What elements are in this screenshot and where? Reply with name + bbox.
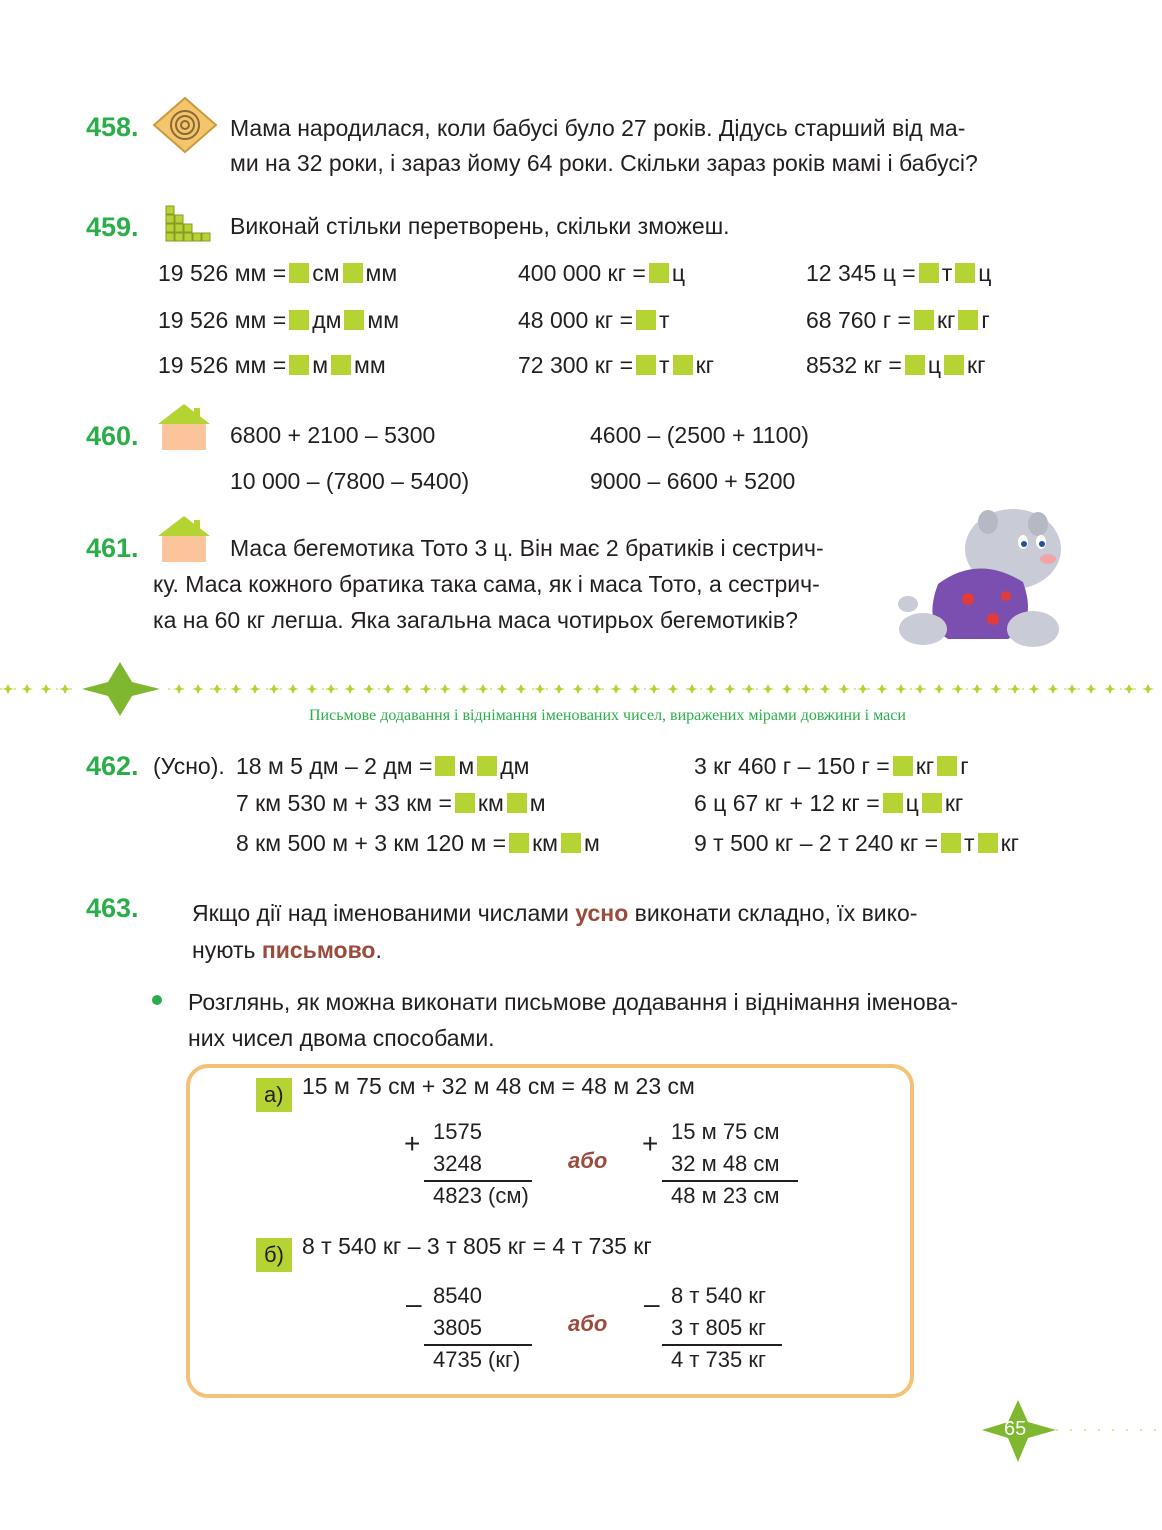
star-icon [724,684,736,694]
star-icon [173,684,185,694]
task-462-a2: 7 км 530 м + 33 км = км м [236,790,546,816]
task-number-460: 460. [86,421,139,451]
example-a-label: а) [256,1078,292,1112]
task-458-line1: Мама народилася, коли бабусі було 27 років. Дідусь старший від ма- [230,115,966,141]
star-icon [21,684,33,694]
or-label: або [568,1311,608,1336]
task-461-line1: Маса бегемотика Тото 3 ц. Він має 2 братиків і сестрич- [230,535,824,561]
task-462-b3: 9 т 500 кг – 2 т 240 кг = т кг [694,830,1020,856]
star-icon [534,684,546,694]
star-icon [895,684,907,694]
or-label: або [568,1148,608,1173]
star-icon [762,684,774,694]
task-463-bullet-line1: Розглянь, як можна виконати письмове додавання і віднімання іменова- [188,989,959,1015]
star-icon [1009,684,1021,694]
star-icon [819,684,831,694]
star-icon [325,684,337,694]
star-icon [344,684,356,694]
star-icon [477,684,489,694]
star-icon [382,684,394,694]
minus-sign: – [644,1288,660,1319]
task-463-bullet-line2: них чисел двома способами. [188,1025,495,1051]
example-a-column-left: 1575 3248 4823 (см) [433,1119,529,1208]
star-icon [572,684,584,694]
example-a-equation: 15 м 75 см + 32 м 48 см = 48 м 23 см [302,1073,695,1099]
task-461-line3: ка на 60 кг легша. Яка загальна маса чотирьох бегемотиків? [153,607,798,633]
star-icon [363,684,375,694]
conversion-row-1-col-1: 19 526 мм = см мм [158,260,398,286]
task-458-line2: ми на 32 роки, і зараз йому 64 роки. Скільки зараз років мамі і бабусі? [230,150,978,176]
conversion-row-3-col-2: 72 300 кг = т кг [518,352,715,378]
star-icon [876,684,888,694]
expression-460-1: 6800 + 2100 – 5300 [230,422,436,448]
house-icon [156,402,212,452]
example-frame [186,1064,914,1398]
task-459-intro: Виконай стільки перетворень, скільки зможеш. [230,213,730,239]
labyrinth-icon [152,96,218,154]
example-b-label: б) [256,1238,292,1272]
plus-sign: + [642,1128,659,1159]
task-462-a3: 8 км 500 м + 3 км 120 м = км м [236,830,600,856]
section-title: Письмове додавання і віднімання іменованих чисел, виражених мірами довжини і маси [309,707,906,724]
hippo-illustration [898,504,1068,654]
star-icon [40,684,52,694]
star-icon [306,684,318,694]
example-b-column-left: 8540 3805 4735 (кг) [433,1283,521,1372]
task-number-463: 463. [86,893,139,923]
star-icon [1104,684,1116,694]
conversion-row-1-col-2: 400 000 кг = ц [518,260,685,286]
conversion-row-3-col-3: 8532 кг = ц кг [806,352,986,378]
example-a-column-right: 15 м 75 см 32 м 48 см 48 м 23 см [671,1119,780,1208]
star-icon [230,684,242,694]
sum-line [424,1180,532,1182]
star-icon [629,684,641,694]
star-icon [553,684,565,694]
conversion-row-2-col-1: 19 526 мм = дм мм [158,307,400,333]
star-icon [420,684,432,694]
task-number-461: 461. [86,533,139,563]
difference-line [424,1344,532,1346]
star-icon [914,684,926,694]
star-icon [268,684,280,694]
expression-460-4: 9000 – 6600 + 5200 [590,468,796,494]
star-icon [933,684,945,694]
example-b-equation: 8 т 540 кг – 3 т 805 кг = 4 т 735 кг [302,1233,652,1259]
star-icon [1142,684,1154,694]
task-number-462: 462. [86,751,139,781]
star-icon [1066,684,1078,694]
house-icon [156,514,212,564]
star-icon [667,684,679,694]
conversion-row-3-col-1: 19 526 мм = м мм [158,352,386,378]
star-icon [287,684,299,694]
star-icon [990,684,1002,694]
minus-sign: – [406,1288,422,1319]
star-icon [838,684,850,694]
star-icon [705,684,717,694]
example-b-column-right: 8 т 540 кг 3 т 805 кг 4 т 735 кг [671,1283,767,1372]
star-icon [1028,684,1040,694]
task-462-oral-label: (Усно). [153,753,225,779]
task-462-b2: 6 ц 67 кг + 12 кг = ц кг [694,790,964,816]
task-number-458: 458. [86,112,139,142]
task-463-rule-line2: нують письмово. [192,937,382,963]
star-icon [800,684,812,694]
star-icon [610,684,622,694]
expression-460-2: 4600 – (2500 + 1100) [590,422,809,448]
expression-460-3: 10 000 – (7800 – 5400) [230,468,470,494]
star-icon [648,684,660,694]
star-icon [686,684,698,694]
star-icon [1047,684,1059,694]
difference-line [662,1344,782,1346]
star-icon [2,684,14,694]
star-icon [249,684,261,694]
task-462-a1: 18 м 5 дм – 2 дм = м дм [236,753,530,779]
conversion-row-1-col-3: 12 345 ц = т ц [806,260,992,286]
star-icon [515,684,527,694]
blocks-icon [164,204,212,244]
star-icon [952,684,964,694]
task-462-b1: 3 кг 460 г – 150 г = кг г [694,753,969,779]
star-icon [496,684,508,694]
star-icon [1085,684,1097,694]
star-icon [211,684,223,694]
sum-line [662,1180,798,1182]
star-icon [971,684,983,694]
star-icon [59,684,71,694]
star-icon [743,684,755,694]
page-number: 65 [1004,1418,1027,1440]
conversion-row-2-col-3: 68 760 г = кг г [806,307,990,333]
conversion-row-2-col-2: 48 000 кг = т [518,307,670,333]
bullet-icon [152,995,162,1005]
task-number-459: 459. [86,212,139,242]
star-icon [857,684,869,694]
star-icon [781,684,793,694]
task-461-line2: ку. Маса кожного братика така сама, як і маса Тото, а сестрич- [153,571,820,597]
star-icon [401,684,413,694]
star-icon [439,684,451,694]
star-icon [1123,684,1135,694]
plus-sign: + [404,1128,421,1159]
star-icon [458,684,470,694]
star-icon [591,684,603,694]
task-463-rule-line1: Якщо дії над іменованими числами усно виконати складно, їх вико- [192,900,918,926]
star-icon [192,684,204,694]
